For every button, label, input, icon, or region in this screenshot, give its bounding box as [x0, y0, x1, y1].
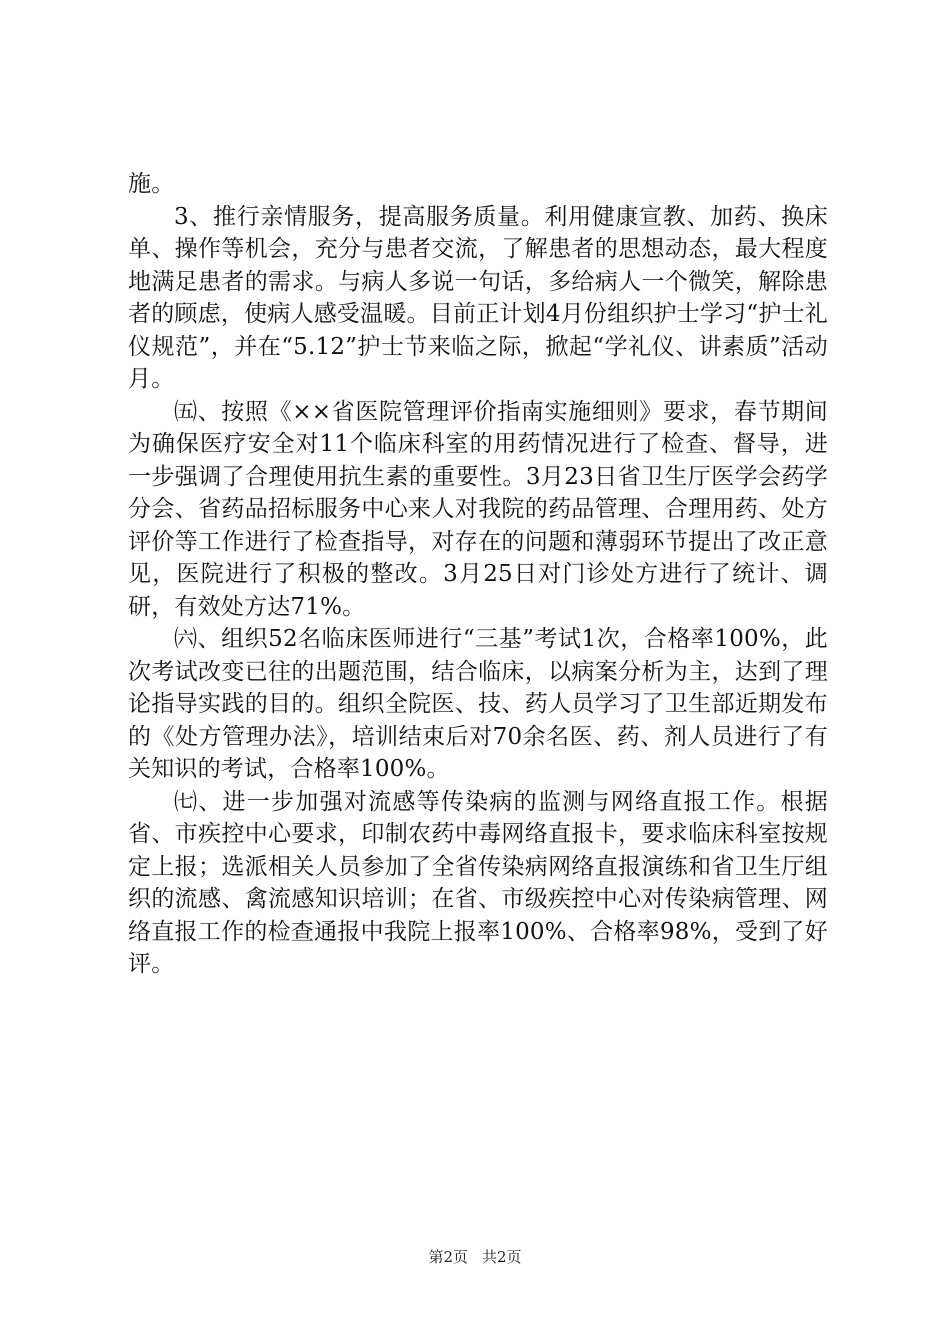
page-footer — [0, 1246, 950, 1267]
page-number: 第2页 — [428, 1248, 468, 1266]
paragraph-item-3: 3、推行亲情服务，提高服务质量。利用健康宣教、加药、换床单、操作等机会，充分与患者交流，了解患者的思想动态，最大程度地满足患者的需求。与病人多说一句话，多给病人一个微笑，解除患者的顾虑，使病人感受温暖。目前正计划4月份组织护士学习“护士礼仪规范”，并在“5.12”护士节来临之际，掀起“学礼仪、讲素质”活动月。 — [128, 203, 828, 392]
paragraph-section-7: ㈦、进一步加强对流感等传染病的监测与网络直报工作。根据省、市疾控中心要求，印制农药中毒网络直报卡，要求临床科室按规定上报；选派相关人员参加了全省传染病网络直报演练和省卫生厅组织的流感、禽流感知识培训；在省、市级疾控中心对传染病管理、网络直报工作的检查通报中我院上报率100%、合格率98%，受到了好评。 — [128, 788, 828, 977]
paragraph-section-5: ㈤、按照《××省医院管理评价指南实施细则》要求，春节期间为确保医疗安全对11个临床科室的用药情况进行了检查、督导，进一步强调了合理使用抗生素的重要性。3月23日省卫生厅医学会药学分会、省药品招标服务中心来人对我院的药品管理、合理用药、处方评价等工作进行了检查指导，对存在的问题和薄弱环节提出了改正意见，医院进行了积极的整改。3月25日对门诊处方进行了统计、调研，有效处方达71%。 — [128, 398, 828, 620]
paragraph-section-6: ㈥、组织52名临床医师进行“三基”考试1次，合格率100%，此次考试改变已往的出题范围，结合临床，以病案分析为主，达到了理论指导实践的目的。组织全院医、技、药人员学习了卫生部近期发布的《处方管理办法》，培训结束后对70余名医、药、剂人员进行了有关知识的考试，合格率100%。 — [128, 626, 828, 782]
paragraph-continuation: 施。 — [128, 171, 175, 197]
document-body — [128, 168, 828, 981]
page-total: 共2页 — [482, 1248, 522, 1266]
